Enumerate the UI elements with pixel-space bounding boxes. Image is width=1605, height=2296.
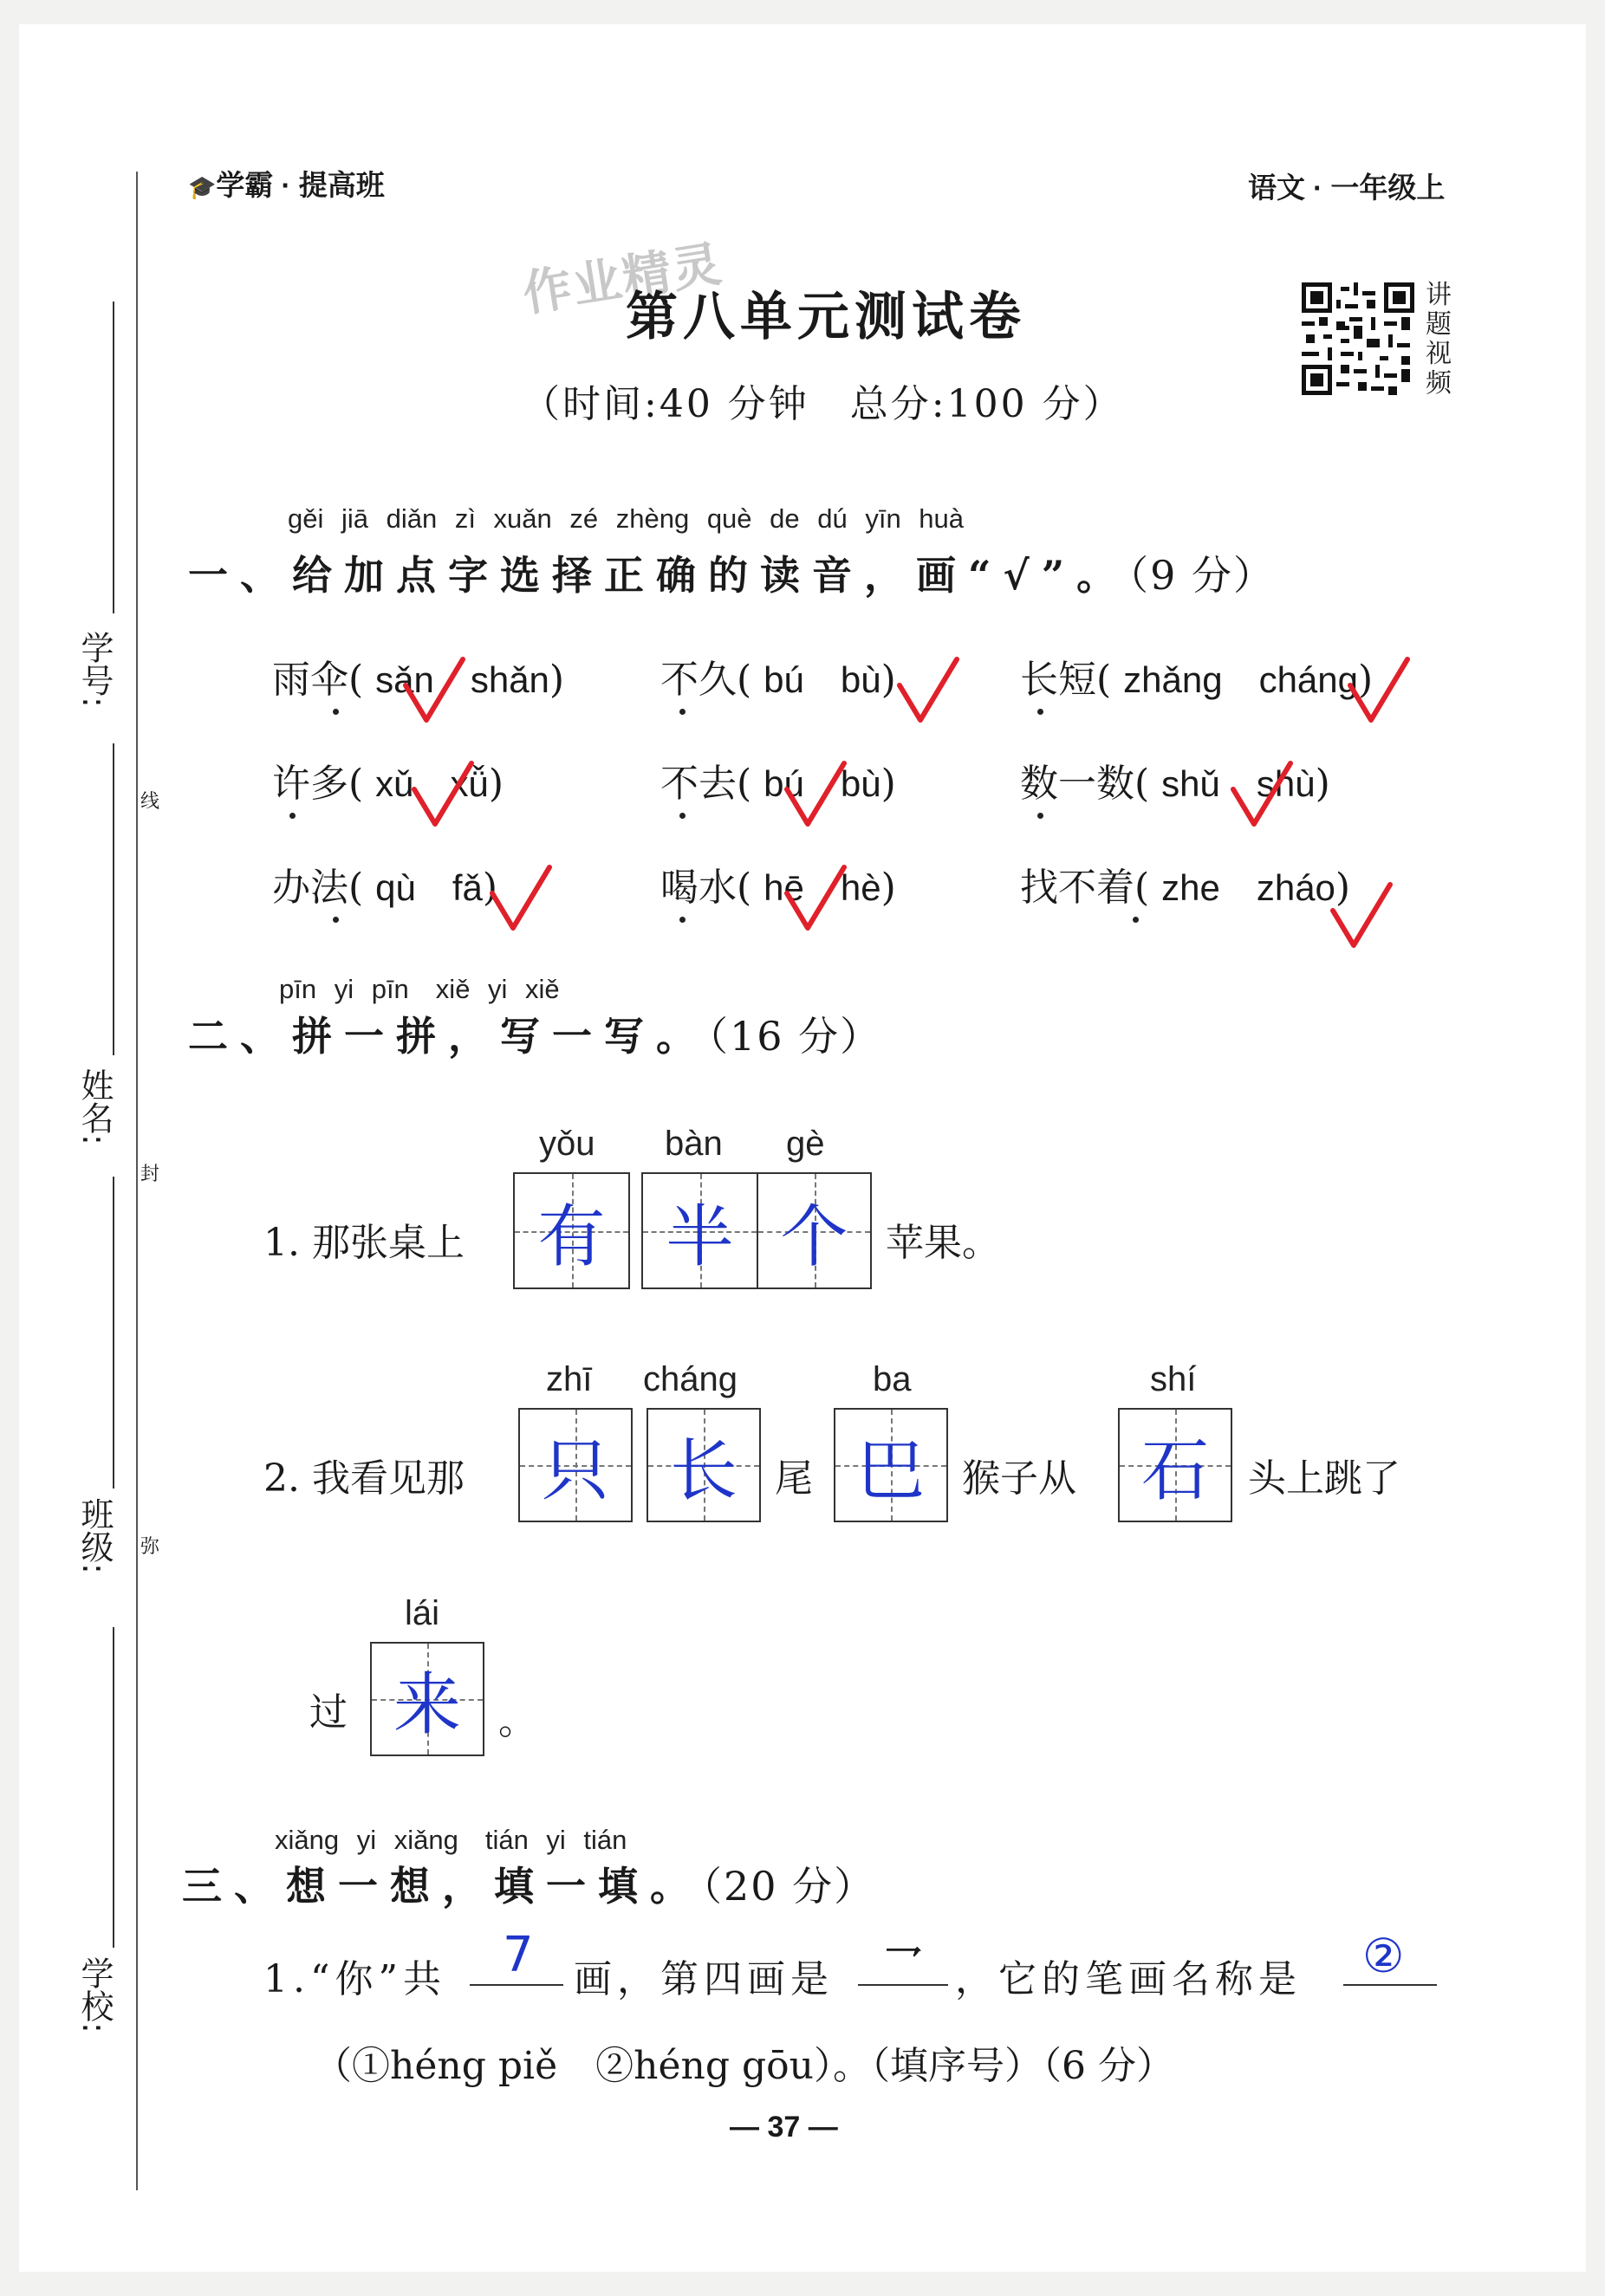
writing-grid-group [518,1408,633,1522]
class-label: 班级: [75,1497,114,1574]
emphasis-dot [333,709,339,715]
s3-q1-part2: 画，第四画是 [574,1957,834,2001]
handwritten-answer: 半 [666,1197,734,1276]
s1-option-2[interactable]: shù [1256,763,1316,804]
handwritten-answer: 巴 [856,1432,925,1510]
section1-pinyin: gěi jiā diǎn zì xuǎn zé zhèng què de dú yīn huà [288,503,965,534]
watermark: 作业精灵 [519,236,727,321]
section2-title-text: 二、拼一拼，写一写。 [188,1013,708,1060]
s1-option-1[interactable]: xǔ [375,763,414,804]
section3-title [182,1855,875,1912]
s3-answer-blank-stroke[interactable] [858,1930,948,1986]
s1-option-2[interactable]: hè [840,867,881,908]
emphasis-dot [679,813,686,819]
section1-score: （9 分） [1128,552,1276,599]
writing-grid-group [834,1408,948,1522]
student-id-line [113,302,114,613]
qr-label-char: 视 [1426,340,1452,368]
page-number: — 37 — [730,2111,838,2144]
s1-option-2[interactable]: zháo [1256,867,1335,908]
checkmark-icon [487,860,556,938]
writing-cell[interactable] [515,1174,628,1287]
s1-option-2[interactable]: xǚ [450,763,489,804]
writing-grid-group [647,1408,761,1522]
qr-code-icon[interactable] [1302,282,1414,395]
s2-q2-line2-suffix: 。 [498,1699,536,1743]
exam-subtitle: （时间:40 分钟 总分:100 分） [522,382,1124,426]
section2-pinyin: pīn yi pīn xiě yi xiě [279,974,560,1004]
handwritten-answer: 石 [1140,1432,1209,1510]
name-line [113,743,114,1055]
s1-option-1[interactable]: sǎn [375,659,434,700]
handwritten-answer: 长 [669,1432,738,1510]
s3-q1-options: （①héng piě ②héng gōu）。（填序号）（6 分） [314,2044,1174,2088]
s1-option-1[interactable]: zhǎng [1123,659,1223,700]
writing-cell[interactable] [835,1410,946,1521]
writing-cell[interactable] [643,1174,757,1287]
emphasis-dot [333,917,339,923]
s1-word: 喝水 [660,866,737,910]
name-label: 姓名: [75,1068,114,1145]
checkmark-icon [1228,756,1297,834]
s1-word: 数一数 [1020,762,1134,806]
handwritten-answer: 乛 [884,1943,922,1988]
s3-answer-blank-count[interactable] [470,1927,563,1986]
s3-answer-blank-name[interactable] [1343,1930,1437,1986]
worksheet-page [19,24,1586,2272]
handwritten-answer: 有 [537,1197,606,1276]
s1-item-4: 许多( xǔ xǚ) [272,762,504,806]
emphasis-dot [679,709,686,715]
answer-pinyin: cháng [643,1360,738,1398]
binding-mark-mi: 弥 [140,1536,160,1558]
answer-pinyin: bàn [665,1125,723,1163]
handwritten-answer: 来 [393,1666,461,1744]
section3-score: （20 分） [702,1863,876,1910]
exam-title: 第八单元测试卷 [626,287,1026,347]
s1-option-2[interactable]: fǎ [452,867,483,908]
s1-word: 不去 [660,762,737,806]
s1-item-5: 不去( bú bù) [660,762,896,806]
section3-pinyin: xiǎng yi xiǎng tián yi tián [275,1825,627,1855]
qr-label [1426,281,1455,399]
emphasis-dot [1037,813,1043,819]
s1-item-8: 喝水( hē hè) [660,866,896,910]
s1-option-1[interactable]: hē [764,867,804,908]
s1-option-1[interactable]: bú [764,763,804,804]
qr-label-char: 讲 [1426,281,1452,309]
writing-cell[interactable] [372,1644,483,1754]
writing-cell[interactable] [757,1174,870,1287]
s1-option-2[interactable]: bù [840,763,881,804]
student-id-label: 学号: [75,631,114,708]
s2-q1-prefix: 1. 那张桌上 [263,1221,465,1265]
subject-label: 语文 · 一年级上 [1248,172,1446,204]
qr-label-char: 题 [1426,310,1452,339]
answer-pinyin: lái [405,1594,440,1632]
s1-word: 雨伞 [272,658,348,702]
handwritten-answer: ② [1362,1929,1405,1983]
s1-item-6: 数一数( shǔ shù) [1020,762,1330,806]
s1-word: 长短 [1020,658,1096,702]
section2-score: （16 分） [708,1013,882,1060]
class-line [113,1177,114,1489]
checkmark-icon [782,756,851,834]
answer-pinyin: gè [786,1125,825,1163]
checkmark-icon [400,652,470,730]
checkmark-icon [409,756,478,834]
s1-option-1[interactable]: bú [764,659,804,700]
s2-q2-mid1: 尾 [775,1456,813,1501]
writing-grid-group [370,1642,484,1756]
section1-title-text: 一、给加点字选择正确的读音，画“√”。 [188,552,1129,599]
emphasis-dot [1037,709,1043,715]
s1-option-1[interactable]: shǔ [1161,763,1220,804]
section3-title-text: 三、想一想，填一填。 [182,1863,702,1910]
school-label: 学校: [75,1956,114,2033]
checkmark-icon [782,860,851,938]
s1-word: 许多 [272,762,348,806]
section1-title [188,544,1275,601]
writing-grid-group [1118,1408,1232,1522]
writing-grid-group [513,1172,630,1289]
s1-item-1: 雨伞( sǎn shǎn) [272,658,565,702]
binding-mark-xian: 线 [140,791,160,813]
writing-cell[interactable] [648,1410,759,1521]
emphasis-dot [1133,917,1139,923]
answer-pinyin: zhī [546,1360,593,1398]
s3-q1-part1: 1.“你”共 [263,1957,446,2001]
writing-cell[interactable] [520,1410,631,1521]
s2-q2-prefix: 2. 我看见那 [263,1456,465,1501]
emphasis-dot [679,917,686,923]
s2-q2-line2-prefix: 过 [309,1690,348,1735]
s1-option-1[interactable]: zhe [1161,867,1220,908]
s1-option-2[interactable]: cháng [1258,659,1358,700]
mortarboard-icon: 🎓 [188,174,217,200]
binding-line [136,172,138,2190]
qr-label-char: 频 [1426,369,1452,398]
section2-title [188,1005,881,1062]
answer-pinyin: shí [1150,1360,1197,1398]
s2-q2-mid2: 猴子从 [962,1456,1076,1501]
checkmark-icon [1328,878,1397,956]
handwritten-answer: 只 [541,1432,609,1510]
s1-item-2: 不久( bú bù) [660,658,896,702]
s2-q1-suffix: 苹果。 [886,1221,1000,1265]
writing-cell[interactable] [1120,1410,1231,1521]
s1-word: 不久 [660,658,737,702]
brand-logo [188,163,385,204]
checkmark-icon [894,652,964,730]
school-line [113,1627,114,1948]
handwritten-answer: 个 [780,1197,848,1276]
answer-pinyin: yǒu [539,1125,595,1163]
s1-word: 找不着 [1020,866,1134,910]
s1-option-2[interactable]: bù [840,659,881,700]
s2-q2-suffix: 头上跳了 [1248,1456,1400,1501]
s1-word: 办法 [272,866,348,910]
checkmark-icon [1345,652,1414,730]
s1-item-9: 找不着( zhe zháo) [1020,866,1351,910]
s1-item-3: 长短( zhǎng cháng) [1020,658,1374,702]
s1-option-2[interactable]: shǎn [470,659,549,700]
s1-item-7: 办法( qù fǎ) [272,866,498,910]
answer-pinyin: ba [873,1360,912,1398]
emphasis-dot [289,813,296,819]
s1-option-1[interactable]: qù [375,867,416,908]
brand-text: 学霸 · 提高班 [216,169,385,201]
handwritten-answer: 7 [503,1927,534,1983]
binding-mark-feng: 封 [140,1164,160,1185]
s3-q1-part3: ，它的笔画名称是 [955,1957,1302,2001]
writing-grid-group [641,1172,872,1289]
